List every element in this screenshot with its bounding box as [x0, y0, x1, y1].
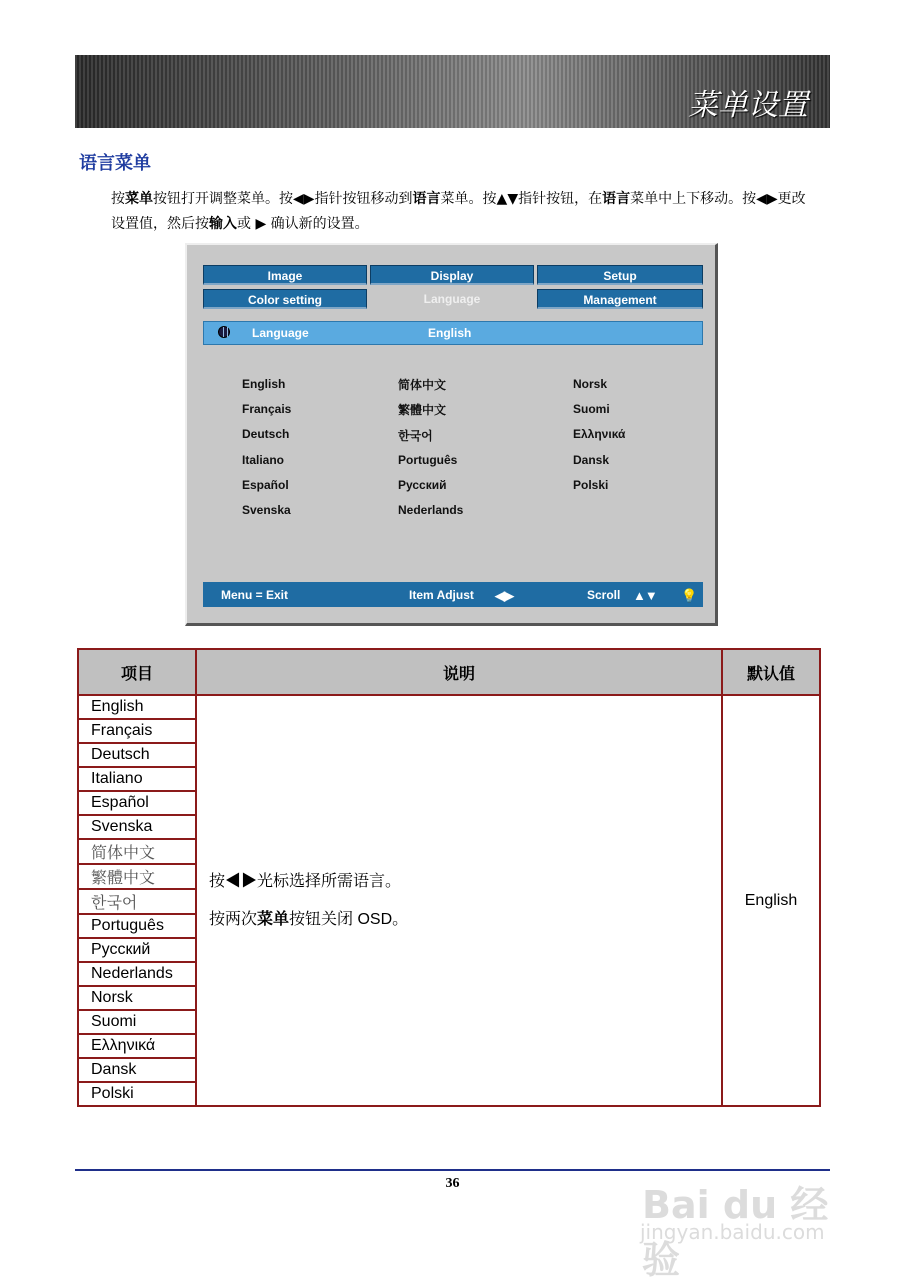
- table-item: Polski: [78, 1082, 196, 1106]
- intro-text: 按钮打开调整菜单。按◀▶指针按钮移动到: [153, 191, 413, 207]
- table-item: English: [78, 695, 196, 719]
- desc-bold: 菜单: [257, 910, 290, 928]
- header-title: 菜单设置: [688, 88, 808, 123]
- table-item: Ελληνικά: [78, 1034, 196, 1058]
- watermark-url: jingyan.baidu.com: [640, 1220, 825, 1244]
- table-item: Svenska: [78, 815, 196, 839]
- intro-text: 菜单中上下移动。按◀▶更改设置值，然后按: [111, 191, 806, 232]
- option-italiano[interactable]: Italiano: [242, 453, 285, 467]
- option-russian[interactable]: Русский: [398, 478, 447, 492]
- tab-color-setting[interactable]: Color setting: [203, 289, 367, 309]
- tab-language[interactable]: Language: [370, 289, 534, 309]
- option-dansk[interactable]: Dansk: [573, 453, 610, 467]
- desc-line-2: [209, 910, 720, 930]
- option-portugues[interactable]: Português: [398, 453, 458, 467]
- globe-icon: [218, 326, 230, 338]
- header-description: 说明: [196, 649, 722, 695]
- option-simplified-chinese[interactable]: 简体中文: [398, 378, 447, 392]
- option-traditional-chinese[interactable]: 繁體中文: [398, 403, 447, 417]
- table-item: Dansk: [78, 1058, 196, 1082]
- desc-text: 按两次: [209, 910, 258, 928]
- option-deutsch[interactable]: Deutsch: [242, 427, 290, 441]
- header-item: 项目: [78, 649, 196, 695]
- table-item: Español: [78, 791, 196, 815]
- table-row: [78, 695, 820, 719]
- tab-display[interactable]: Display: [370, 265, 534, 285]
- baidu-watermark: [640, 1160, 860, 1282]
- option-english[interactable]: English: [242, 377, 286, 391]
- table-item: Italiano: [78, 767, 196, 791]
- desc-line-1: 按◀▶光标选择所需语言。: [209, 872, 402, 890]
- table-item: Português: [78, 914, 196, 938]
- table-item: Norsk: [78, 986, 196, 1010]
- page-number: 36: [445, 1176, 460, 1191]
- header-banner: [75, 55, 830, 128]
- lightbulb-icon: 💡: [681, 588, 697, 603]
- table-item: Nederlands: [78, 962, 196, 986]
- intro-bold: 菜单: [125, 191, 153, 207]
- language-selector-bar[interactable]: [203, 321, 703, 345]
- option-suomi[interactable]: Suomi: [573, 402, 610, 416]
- table-item: Русский: [78, 938, 196, 962]
- table-item: Français: [78, 719, 196, 743]
- header-default: 默认值: [722, 649, 820, 695]
- footer-menu-exit: Menu = Exit: [221, 588, 289, 602]
- table-header-row: [78, 649, 820, 695]
- tab-management[interactable]: Management: [537, 289, 703, 309]
- intro-text: 菜单。按▲▼指针按钮，在: [440, 191, 603, 207]
- desc-text: 按钮关闭 OSD。: [289, 910, 409, 928]
- table-item: 繁體中文: [78, 864, 196, 889]
- osd-panel: [201, 261, 701, 607]
- footer-item-adjust: Item Adjust: [409, 588, 474, 602]
- tab-setup[interactable]: Setup: [537, 265, 703, 285]
- intro-text: 按: [111, 191, 125, 207]
- option-norsk[interactable]: Norsk: [573, 377, 608, 391]
- intro-bold: 语言: [602, 191, 631, 207]
- table-item: 한국어: [78, 889, 196, 914]
- option-greek[interactable]: Ελληνικά: [573, 427, 626, 441]
- osd-screenshot: [185, 243, 718, 626]
- table-item: 简体中文: [78, 839, 196, 864]
- language-value: English: [428, 326, 472, 340]
- intro-text: 或 ▶ 确认新的设置。: [237, 216, 369, 232]
- option-svenska[interactable]: Svenska: [242, 503, 291, 517]
- option-nederlands[interactable]: Nederlands: [398, 503, 464, 517]
- intro-bold: 输入: [209, 216, 237, 232]
- option-francais[interactable]: Français: [242, 402, 292, 416]
- option-korean[interactable]: 한국어: [398, 429, 433, 443]
- table-default: English: [722, 695, 820, 1106]
- footer-scroll: Scroll: [587, 588, 621, 602]
- option-espanol[interactable]: Español: [242, 478, 289, 492]
- table-description: [196, 695, 722, 1106]
- option-polski[interactable]: Polski: [573, 478, 609, 492]
- intro-paragraph: [111, 187, 811, 237]
- osd-footer-bar: [203, 582, 703, 607]
- language-table: [77, 648, 821, 1107]
- table-item: Deutsch: [78, 743, 196, 767]
- up-down-arrow-icon: ▲▼: [633, 588, 657, 603]
- table-item: Suomi: [78, 1010, 196, 1034]
- left-right-arrow-icon: ◀▶: [495, 588, 513, 603]
- intro-bold: 语言: [412, 191, 441, 207]
- section-title: 语言菜单: [79, 153, 151, 174]
- tab-image[interactable]: Image: [203, 265, 367, 285]
- language-label: Language: [252, 326, 309, 340]
- watermark-logo: Bai du 经验: [642, 1183, 829, 1282]
